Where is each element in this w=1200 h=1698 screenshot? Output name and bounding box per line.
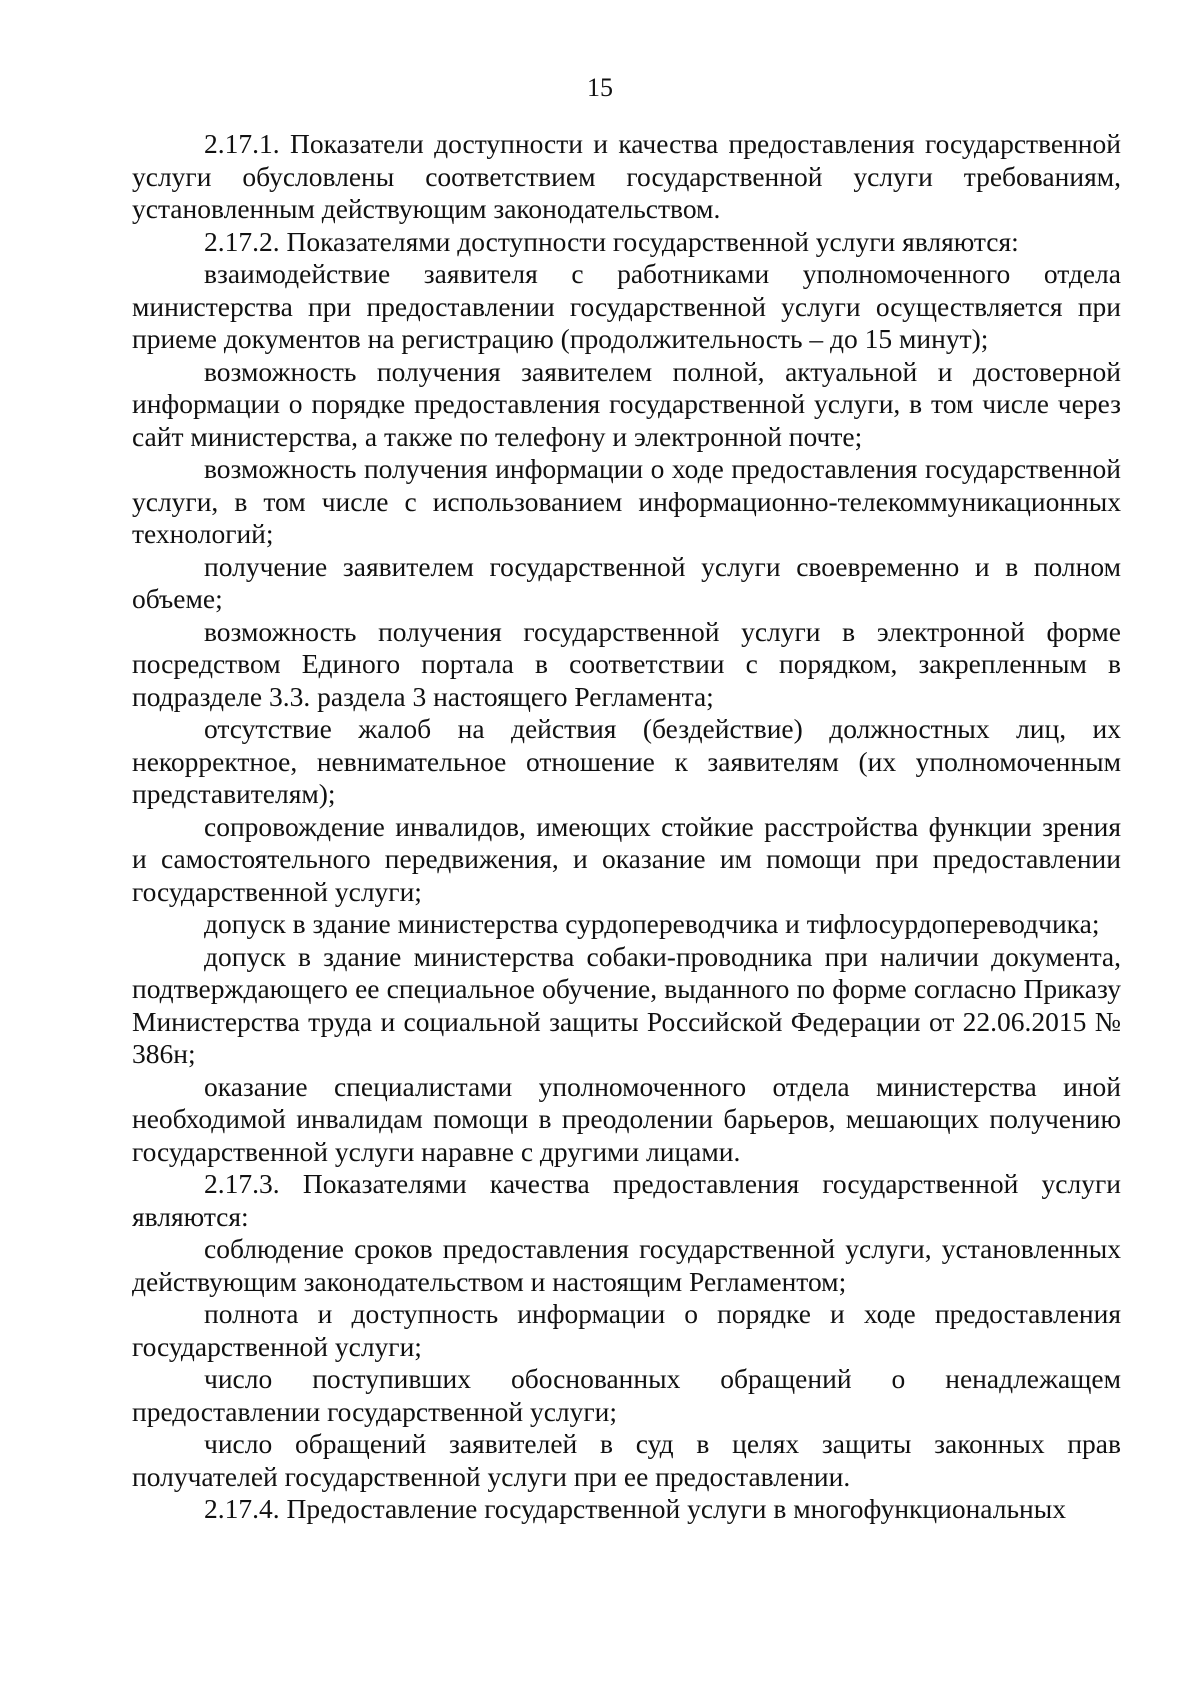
page-number: 15 [587, 73, 613, 102]
document-body [132, 128, 1121, 1526]
paragraph-complaints-count: число поступивших обоснованных обращений о ненадлежащем предоставлении государственной услуги; [132, 1363, 1121, 1427]
paragraph-interpreter-admission: допуск в здание министерства сурдопереводчика и тифлосурдопереводчика; [204, 908, 1100, 939]
paragraph-2-17-4: 2.17.4. Предоставление государственной услуги в многофункциональных [204, 1493, 1066, 1524]
paragraph-specialist-help: оказание специалистами уполномоченного отдела министерства иной необходимой инвалидам помощи в преодолении барьеров, мешающих получению государственной услуги наравне с другими лицами. [132, 1070, 1121, 1167]
paragraph-timely-service: получение заявителем государственной услуги своевременно и в полном объеме; [132, 550, 1121, 614]
paragraph-court-appeals: число обращений заявителей в суд в целях защиты законных прав получателей государственной услуги при ее предоставлении. [132, 1428, 1121, 1492]
paragraph-disabled-escort: сопровождение инвалидов, имеющих стойкие расстройства функции зрения и самостоятельного передвижения, и оказание им помощи при предоставлении государственной услуги; [132, 810, 1121, 907]
paragraph-2-17-1: 2.17.1. Показатели доступности и качества предоставления государственной услуги обусловлены соответствием государственной услуги требованиям, установленным действующим законодательством. [132, 128, 1121, 224]
paragraph-no-complaints: отсутствие жалоб на действия (бездействие) должностных лиц, их некорректное, невнимательное отношение к заявителям (их уполномоченным представителям); [132, 713, 1121, 809]
paragraph-progress-info: возможность получения информации о ходе предоставления государственной услуги, в том числе с использованием информационно-телекоммуникационных технологий; [132, 453, 1121, 549]
paragraph-info-availability: возможность получения заявителем полной, актуальной и достоверной информации о порядке предоставления государственной услуги, в том числе через сайт министерства, а также по телефону и электронной почте; [132, 355, 1121, 452]
paragraph-2-17-2: 2.17.2. Показателями доступности государственной услуги являются: [204, 225, 1019, 257]
paragraph-interaction: взаимодействие заявителя с работниками уполномоченного отдела министерства при предоставлении государственной услуги осуществляется при приеме документов на регистрацию (продолжительность – до 15 минут); [132, 258, 1121, 354]
paragraph-electronic-form: возможность получения государственной услуги в электронной форме посредством Единого портала в соответствии с порядком, закрепленным в подразделе 3.3. раздела 3 настоящего Регламента; [132, 615, 1121, 712]
paragraph-completeness: полнота и доступность информации о порядке и ходе предоставления государственной услуги; [132, 1298, 1121, 1362]
paragraph-guide-dog: допуск в здание министерства собаки-проводника при наличии документа, подтверждающего ее специальное обучение, выданного по форме согласно Приказу Министерства труда и социальной защиты Российской Федерации от 22.06.2015 № 386н; [132, 940, 1121, 1069]
paragraph-2-17-3: 2.17.3. Показателями качества предоставления государственной услуги являются: [132, 1168, 1121, 1232]
paragraph-deadlines: соблюдение сроков предоставления государственной услуги, установленных действующим законодательством и настоящим Регламентом; [132, 1233, 1121, 1297]
